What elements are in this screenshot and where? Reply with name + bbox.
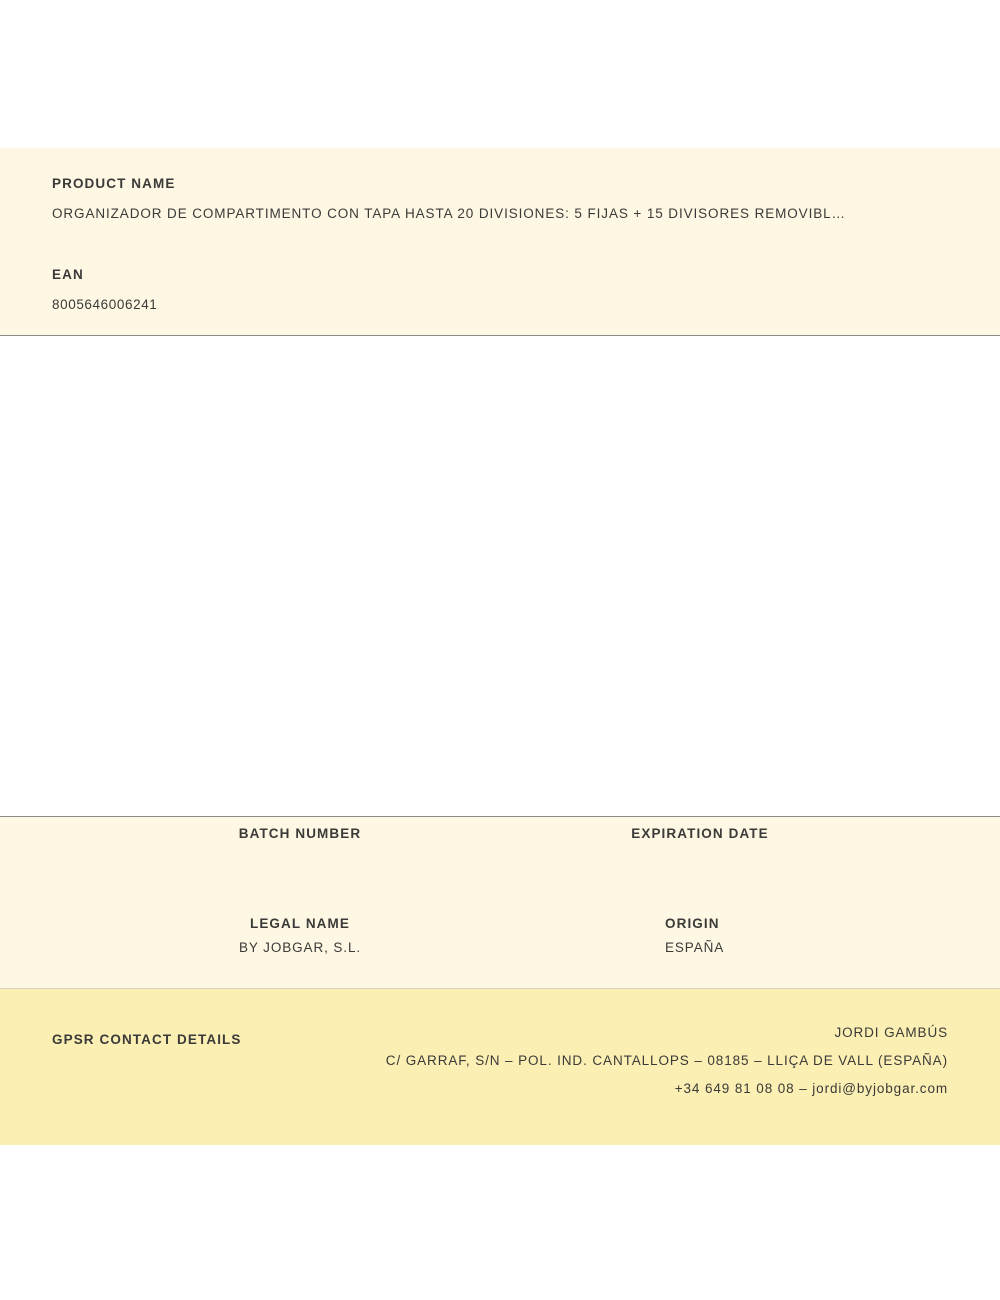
batch-number-label: BATCH NUMBER [238, 826, 362, 841]
content-blank-area [0, 336, 1000, 816]
ean-value: 8005646006241 [52, 297, 158, 312]
legal-name-label: LEGAL NAME [249, 916, 350, 931]
gpsr-contact-phone-email: +34 649 81 08 08 – jordi@byjobgar.com [674, 1081, 948, 1096]
gpsr-contact-address: C/ GARRAF, S/N – POL. IND. CANTALLOPS – 08185 – LLIÇA DE VALL (ESPAÑA) [385, 1053, 948, 1068]
origin-value: ESPAÑA [665, 940, 725, 955]
product-name-label: PRODUCT NAME [52, 176, 176, 191]
batch-number-cell [150, 826, 450, 850]
product-name-value: ORGANIZADOR DE COMPARTIMENTO CON TAPA HASTA 20 DIVISIONES: 5 FIJAS + 15 DIVISORES REMOVIBL… [52, 206, 846, 221]
gpsr-contact-lines [386, 1019, 948, 1103]
origin-label: ORIGIN [665, 916, 720, 931]
gpsr-contact-person: JORDI GAMBÚS [834, 1025, 948, 1040]
legal-name-value: BY JOBGAR, S.L. [238, 940, 362, 955]
product-identity-section [0, 148, 1000, 336]
origin-cell [545, 916, 855, 955]
gpsr-contact-section [0, 989, 1000, 1145]
ean-label: EAN [52, 267, 84, 282]
expiration-date-label: EXPIRATION DATE [631, 826, 769, 841]
expiration-date-cell [545, 826, 855, 850]
legal-name-cell [150, 916, 450, 955]
bottom-whitespace [0, 1145, 1000, 1300]
top-whitespace [0, 0, 1000, 148]
gpsr-contact-label: GPSR CONTACT DETAILS [52, 1032, 242, 1047]
product-metadata-section [0, 816, 1000, 989]
